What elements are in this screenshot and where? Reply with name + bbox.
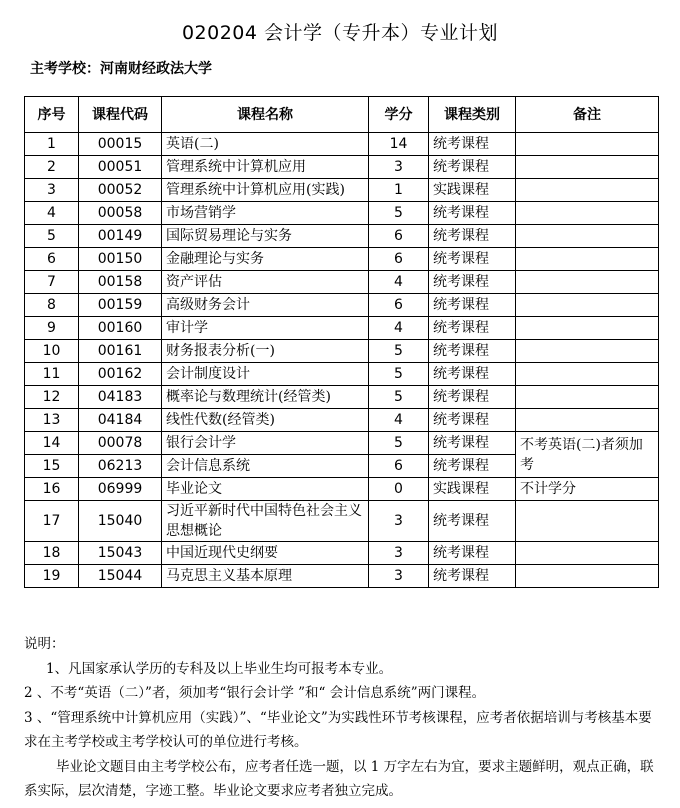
cell-name: 毕业论文 — [162, 478, 369, 501]
cell-note — [516, 501, 659, 542]
cell-credit: 5 — [369, 363, 429, 386]
cell-type: 统考课程 — [429, 565, 516, 588]
cell-type: 统考课程 — [429, 248, 516, 271]
cell-credit: 5 — [369, 386, 429, 409]
cell-name: 会计信息系统 — [162, 455, 369, 478]
table-row — [25, 478, 659, 501]
header-code: 课程代码 — [79, 97, 162, 133]
cell-note — [516, 363, 659, 386]
table-row — [25, 501, 659, 542]
table-row — [25, 340, 659, 363]
cell-code: 15044 — [79, 565, 162, 588]
cell-name: 资产评估 — [162, 271, 369, 294]
note-item-4: 毕业论文题目由主考学校公布，应考者任选一题，以 1 万字左右为宜，要求主题鲜明，观点正确，联系实际，层次清楚，字迹工整。毕业论文要求应考者独立完成。 — [24, 758, 654, 799]
cell-type: 统考课程 — [429, 432, 516, 455]
cell-name: 概率论与数理统计(经管类) — [162, 386, 369, 409]
cell-code: 00052 — [79, 179, 162, 202]
cell-type: 统考课程 — [429, 501, 516, 542]
cell-name: 银行会计学 — [162, 432, 369, 455]
cell-type: 统考课程 — [429, 271, 516, 294]
cell-note — [516, 565, 659, 588]
header-credit: 学分 — [369, 97, 429, 133]
table-row — [25, 409, 659, 432]
cell-type: 统考课程 — [429, 294, 516, 317]
table-row — [25, 156, 659, 179]
cell-type: 统考课程 — [429, 202, 516, 225]
cell-code: 00058 — [79, 202, 162, 225]
cell-code: 15040 — [79, 501, 162, 542]
cell-credit: 1 — [369, 179, 429, 202]
cell-note — [516, 156, 659, 179]
cell-no: 14 — [25, 432, 79, 455]
course-plan-table — [24, 96, 659, 588]
cell-name: 管理系统中计算机应用 — [162, 156, 369, 179]
cell-no: 16 — [25, 478, 79, 501]
cell-credit: 6 — [369, 248, 429, 271]
cell-credit: 6 — [369, 455, 429, 478]
cell-name: 习近平新时代中国特色社会主义思想概论 — [162, 501, 369, 542]
cell-note — [516, 317, 659, 340]
cell-no: 13 — [25, 409, 79, 432]
cell-note — [516, 133, 659, 156]
table-row — [25, 294, 659, 317]
cell-type: 统考课程 — [429, 225, 516, 248]
table-row — [25, 225, 659, 248]
cell-no: 10 — [25, 340, 79, 363]
cell-no: 15 — [25, 455, 79, 478]
notes-heading: 说明： — [24, 636, 65, 652]
cell-credit: 3 — [369, 565, 429, 588]
table-row — [25, 133, 659, 156]
cell-no: 7 — [25, 271, 79, 294]
cell-type: 实践课程 — [429, 179, 516, 202]
table-row — [25, 565, 659, 588]
cell-name: 审计学 — [162, 317, 369, 340]
header-no: 序号 — [25, 97, 79, 133]
cell-credit: 3 — [369, 156, 429, 179]
cell-code: 04184 — [79, 409, 162, 432]
note-item-2: 2 、不考“英语（二）”者，须加考“银行会计学 ”和“ 会计信息系统”两门课程。 — [24, 685, 486, 701]
cell-credit: 6 — [369, 225, 429, 248]
table-row — [25, 386, 659, 409]
cell-type: 统考课程 — [429, 340, 516, 363]
cell-credit: 0 — [369, 478, 429, 501]
cell-note — [516, 409, 659, 432]
cell-code: 00051 — [79, 156, 162, 179]
cell-credit: 6 — [369, 294, 429, 317]
cell-type: 统考课程 — [429, 133, 516, 156]
cell-note — [516, 225, 659, 248]
cell-note: 不计学分 — [516, 478, 659, 501]
host-school: 主考学校：河南财经政法大学 — [30, 61, 212, 77]
notes-section — [24, 632, 664, 804]
cell-code: 00162 — [79, 363, 162, 386]
table-row — [25, 542, 659, 565]
cell-name: 财务报表分析(一) — [162, 340, 369, 363]
cell-credit: 14 — [369, 133, 429, 156]
header-note: 备注 — [516, 97, 659, 133]
table-row — [25, 179, 659, 202]
cell-type: 实践课程 — [429, 478, 516, 501]
cell-code: 00078 — [79, 432, 162, 455]
cell-name: 国际贸易理论与实务 — [162, 225, 369, 248]
cell-credit: 3 — [369, 501, 429, 542]
cell-type: 统考课程 — [429, 386, 516, 409]
cell-name: 市场营销学 — [162, 202, 369, 225]
cell-type: 统考课程 — [429, 409, 516, 432]
cell-code: 15043 — [79, 542, 162, 565]
cell-credit: 4 — [369, 271, 429, 294]
table-row — [25, 317, 659, 340]
cell-code: 00158 — [79, 271, 162, 294]
cell-note — [516, 248, 659, 271]
cell-note — [516, 386, 659, 409]
cell-code: 04183 — [79, 386, 162, 409]
cell-code: 00150 — [79, 248, 162, 271]
table-row — [25, 363, 659, 386]
cell-note-merged: 不考英语(二)者须加考 — [516, 432, 659, 478]
table-row — [25, 432, 659, 455]
cell-no: 3 — [25, 179, 79, 202]
cell-code: 00161 — [79, 340, 162, 363]
cell-no: 19 — [25, 565, 79, 588]
cell-note — [516, 271, 659, 294]
cell-no: 11 — [25, 363, 79, 386]
cell-type: 统考课程 — [429, 455, 516, 478]
cell-credit: 4 — [369, 409, 429, 432]
cell-note — [516, 202, 659, 225]
cell-credit: 3 — [369, 542, 429, 565]
cell-type: 统考课程 — [429, 317, 516, 340]
cell-code: 06999 — [79, 478, 162, 501]
cell-no: 8 — [25, 294, 79, 317]
note-item-3: 3 、“管理系统中计算机应用（实践）”、“毕业论文”为实践性环节考核课程，应考者依据培训与考核基本要求在主考学校或主考学校认可的单位进行考核。 — [24, 709, 652, 750]
cell-no: 6 — [25, 248, 79, 271]
cell-no: 1 — [25, 133, 79, 156]
table-row — [25, 202, 659, 225]
cell-no: 4 — [25, 202, 79, 225]
cell-name: 线性代数(经管类) — [162, 409, 369, 432]
cell-name: 管理系统中计算机应用(实践) — [162, 179, 369, 202]
cell-note — [516, 542, 659, 565]
cell-note — [516, 179, 659, 202]
cell-note — [516, 340, 659, 363]
cell-name: 马克思主义基本原理 — [162, 565, 369, 588]
cell-note — [516, 294, 659, 317]
cell-no: 18 — [25, 542, 79, 565]
cell-name: 英语(二) — [162, 133, 369, 156]
cell-name: 中国近现代史纲要 — [162, 542, 369, 565]
cell-code: 00015 — [79, 133, 162, 156]
table-header-row — [25, 97, 659, 133]
cell-code: 00149 — [79, 225, 162, 248]
cell-code: 06213 — [79, 455, 162, 478]
cell-type: 统考课程 — [429, 156, 516, 179]
cell-name: 高级财务会计 — [162, 294, 369, 317]
cell-credit: 5 — [369, 202, 429, 225]
page-title: 020204 会计学（专升本）专业计划 — [181, 22, 499, 44]
cell-credit: 4 — [369, 317, 429, 340]
cell-code: 00160 — [79, 317, 162, 340]
cell-no: 9 — [25, 317, 79, 340]
cell-name: 金融理论与实务 — [162, 248, 369, 271]
cell-no: 5 — [25, 225, 79, 248]
cell-credit: 5 — [369, 340, 429, 363]
header-type: 课程类别 — [429, 97, 516, 133]
cell-type: 统考课程 — [429, 542, 516, 565]
cell-no: 17 — [25, 501, 79, 542]
cell-name: 会计制度设计 — [162, 363, 369, 386]
header-name: 课程名称 — [162, 97, 369, 133]
cell-credit: 5 — [369, 432, 429, 455]
cell-type: 统考课程 — [429, 363, 516, 386]
cell-code: 00159 — [79, 294, 162, 317]
cell-no: 2 — [25, 156, 79, 179]
table-row — [25, 271, 659, 294]
table-row — [25, 248, 659, 271]
cell-no: 12 — [25, 386, 79, 409]
note-item-1: 1、凡国家承认学历的专科及以上毕业生均可报考本专业。 — [46, 660, 393, 677]
